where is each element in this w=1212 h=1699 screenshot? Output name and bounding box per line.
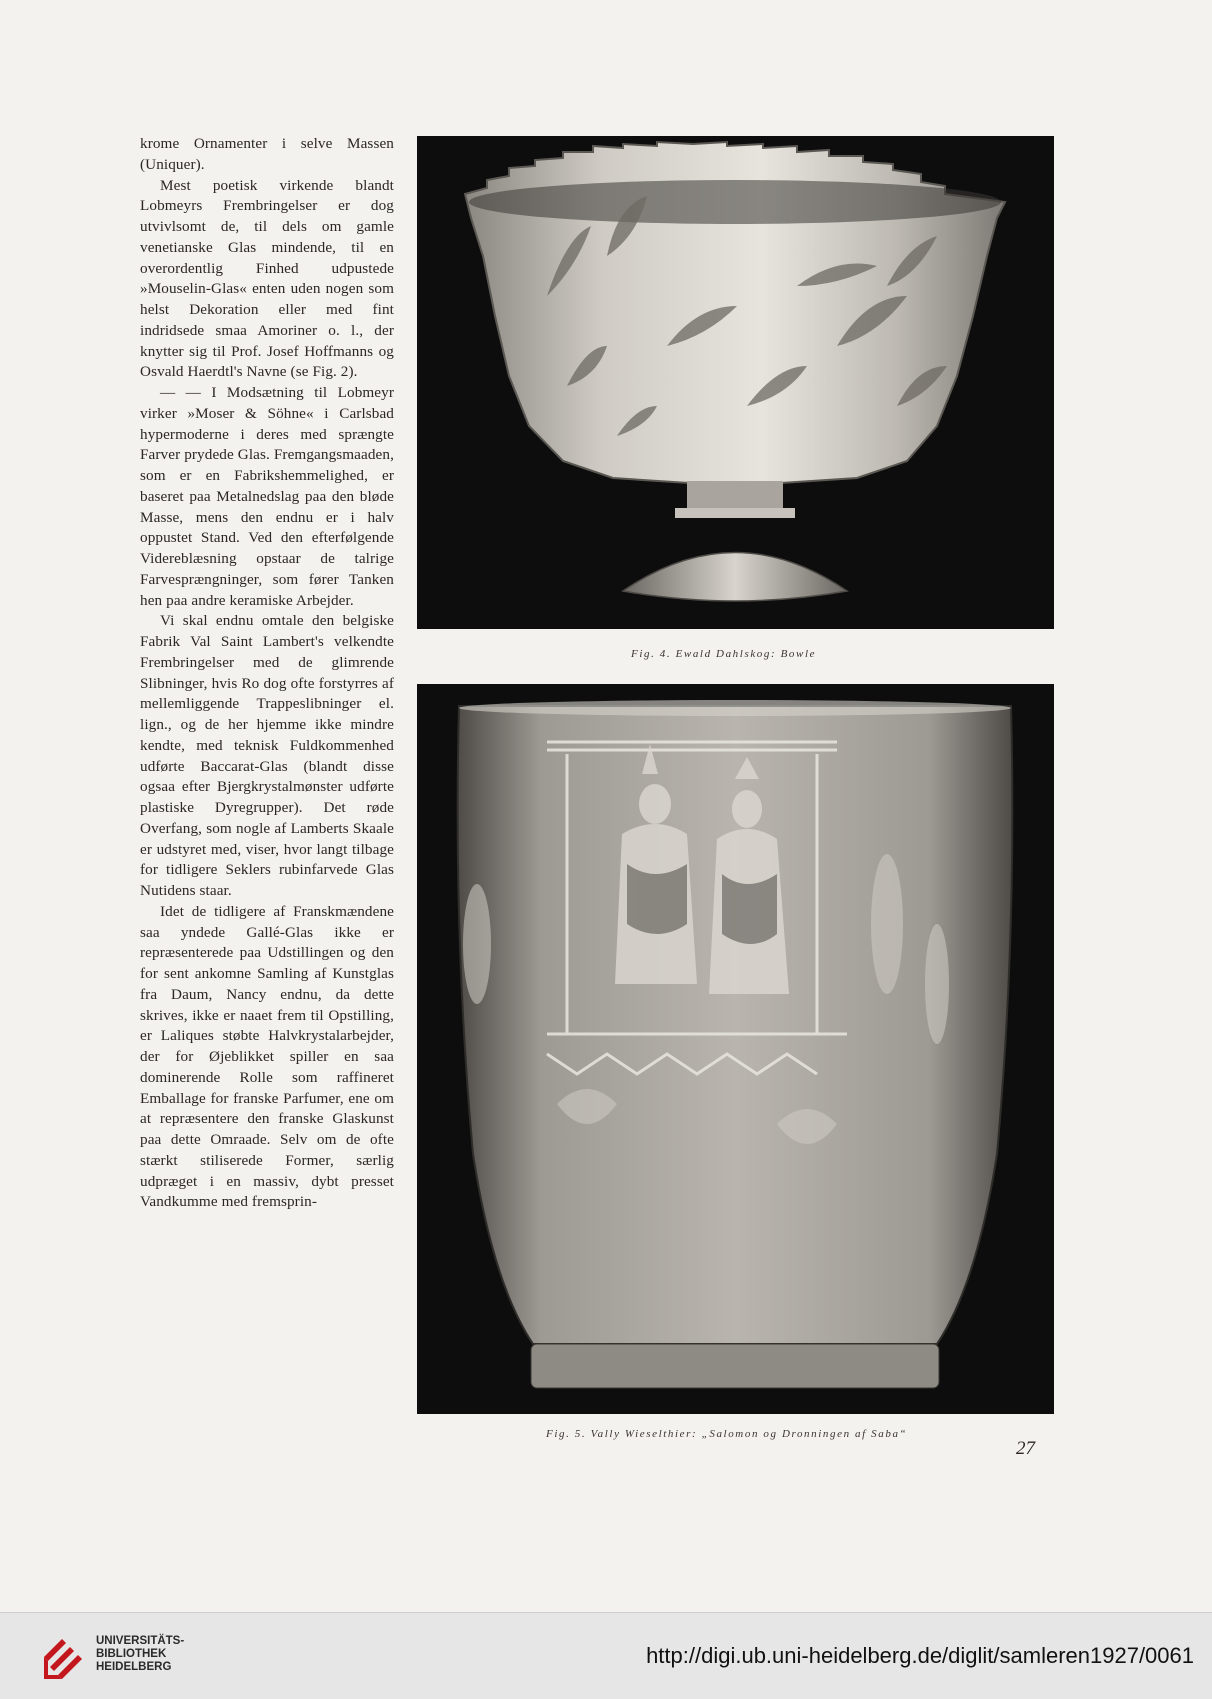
- page-number: 27: [1016, 1438, 1035, 1459]
- paragraph-1: krome Ornamenter i selve Massen (Uniquer).: [140, 135, 394, 173]
- source-url-link[interactable]: http://digi.ub.uni-heidelberg.de/diglit/samleren1927/0061: [646, 1643, 1194, 1668]
- university-library-logo-icon: [40, 1627, 88, 1683]
- figure-5-vase-photo: [417, 684, 1054, 1414]
- vase-illustration: [417, 684, 1054, 1414]
- figure-4-caption: Fig. 4. Ewald Dahlskog: Bowle: [631, 648, 817, 660]
- paragraph-2: Mest poetisk virkende blandt Lobmeyrs Frembringelser er dog utvivlsomt de, til dels om gamle venetianske Glas mindende, til en overordentlig Finhed udpustede »Mouselin-Glas« enten uden nogen som helst Dekoration eller med fint indridsede smaa Amoriner o. l., der knytter sig til Prof. Josef Hoffmanns og Osvald Haerdtl's Navne (se Fig. 2).: [140, 176, 394, 381]
- figure-4-bowl-photo: [417, 136, 1054, 629]
- paragraph-5: Idet de tidligere af Franskmændene saa yndede Gallé-Glas ikke er repræsenterede paa Udstillingen og den for sent ankomne Samling af Kunstglas fra Daum, Nancy endnu, da dette skrives, ikke er naaet frem til Opstilling, er Laliques støbte Halvkrystalarbejder, der for Øjeblikket spiller en saa dominerende Rolle som raffineret Emballage for franske Parfumer, ene om at repræsentere den franske Glaskunst paa dette Omraade. Selv om de ofte stærkt stiliserede Former, særlig udpræget i en massiv, dybt presset Vandkumme med fremsprin-: [140, 902, 394, 1211]
- library-name-line-2: BIBLIOTHEK: [96, 1648, 167, 1660]
- library-name-line-1: UNIVERSITÄTS-: [96, 1635, 185, 1647]
- digitization-footer: [0, 1612, 1212, 1699]
- paragraph-3: — — I Modsætning til Lobmeyr virker »Moser & Söhne« i Carlsbad hypermoderne i deres med sprængte Farver prydede Glas. Fremgangsmaaden, som er en Fabrikshemmelighed, er baseret paa Metalnedslag paa den bløde Masse, mens den endnu er i halv oppustet Stand. Ved den efterfølgende Videreblæsning opstaar de talrige Farvesprængninger, som fører Tanken hen paa andre keramiske Arbejder.: [140, 384, 394, 609]
- body-text-column: [140, 134, 394, 1213]
- library-name-line-3: HEIDELBERG: [96, 1661, 172, 1673]
- library-name: [96, 1635, 184, 1674]
- bowl-illustration: [417, 136, 1054, 629]
- figure-5-caption: Fig. 5. Vally Wieselthier: „Salomon og Dronningen af Saba“: [546, 1428, 908, 1440]
- paragraph-4: Vi skal endnu omtale den belgiske Fabrik Val Saint Lambert's velkendte Frembringelser med de glimrende Slibninger, hvis Ro dog ofte forstyrres af mellemliggende Trappeslibninger el. lign., og de her hjemme ikke mindre kendte, med teknisk Fuldkommenhed udførte Baccarat-Glas (blandt disse ogsaa efter Bjergkrystalmønster udførte plastiske Dyregrupper). Det røde Overfang, som nogle af Lamberts Skaale er udstyret med, viser, hvor langt tilbage for tidligere Seklers rubinfarvede Glas Nutidens staar.: [140, 612, 394, 899]
